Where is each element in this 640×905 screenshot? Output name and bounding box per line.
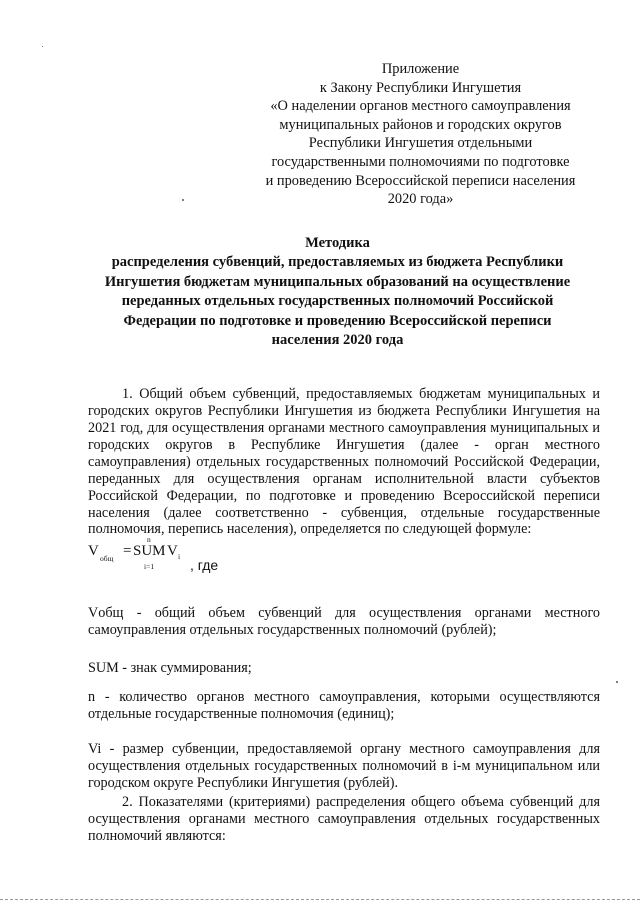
formula [88, 535, 288, 575]
formula-lower-limit: i=1 [144, 562, 155, 571]
appendix-line: 2020 года» [387, 191, 454, 208]
paragraph-2: 2. Показателями (критериями) распределения общего объема субвенций для осуществления органами местного самоуправления отдельных государственных полномочий являются: [88, 794, 600, 844]
appendix-line: и проведению Всероссийской переписи населения [265, 172, 576, 189]
definition-vobsh: Vобщ - общий объем субвенций для осуществления органами местного самоуправления отдельных государственных полномочий (рублей); [88, 605, 600, 639]
title-line: переданных отдельных государственных полномочий Российской [121, 293, 554, 310]
title-line: Федерации по подготовке и проведению Всероссийской переписи [123, 312, 552, 329]
appendix-line: к Закону Республики Ингушетия [319, 79, 522, 96]
formula-equals: = [123, 543, 132, 559]
appendix-line: государственными полномочиями по подготовке [271, 153, 570, 170]
appendix-header [248, 60, 593, 209]
scan-edge-line [0, 899, 640, 900]
formula-v: V [88, 543, 99, 559]
scan-speck [42, 46, 43, 47]
formula-upper-limit: n [147, 535, 151, 544]
paragraph-1: 1. Общий объем субвенций, предоставляемых бюджетам муниципальных и городских округов Республики Ингушетия из бюджета Республики Ингушетия на 2021 год, для осуществления органами местного самоуправления муниципальных и городских округов в Республике Ингушетия (далее - орган местного самоуправления) отдельных государственных полномочий Российской Федерации, переданных для осуществления органам исполнительной власти субъектов Российской Федерации, по подготовке и проведению Всероссийской переписи населения (далее соответственно - субвенция, отдельные государственные полномочия, перепись населения), определяется по следующей формуле: [88, 386, 600, 538]
title-line: распределения субвенций, предоставляемых из бюджета Республики [111, 254, 564, 271]
title-line: Методика [305, 235, 370, 251]
definition-sum: SUM - знак суммирования; [88, 660, 252, 677]
scan-speck [182, 199, 184, 201]
title-line: населения 2020 года [271, 332, 404, 349]
definition-vi: Vi - размер субвенции, предоставляемой органу местного самоуправления для осуществления отдельных государственных полномочий в i-м муниципальном или городском округе Республики Ингушетия (рублей). [88, 741, 600, 791]
formula-vi-subscript: i [178, 552, 181, 561]
appendix-line: муниципальных районов и городских округов [279, 116, 562, 133]
scan-speck [616, 681, 618, 683]
appendix-line: Республики Ингушетия отдельными [308, 135, 533, 152]
formula-v-subscript: общ [100, 554, 114, 563]
appendix-line: «О наделении органов местного самоуправления [270, 98, 571, 115]
document-title [70, 234, 605, 350]
appendix-line: Приложение [381, 61, 460, 77]
formula-sum: SUM [133, 543, 166, 559]
title-line: Ингушетия бюджетам муниципальных образований на осуществление [104, 273, 571, 290]
definition-n: n - количество органов местного самоуправления, которыми осуществляются отдельные государственные полномочия (единиц); [88, 689, 600, 723]
formula-vi: V [167, 543, 178, 559]
formula-where: , где [190, 557, 219, 573]
